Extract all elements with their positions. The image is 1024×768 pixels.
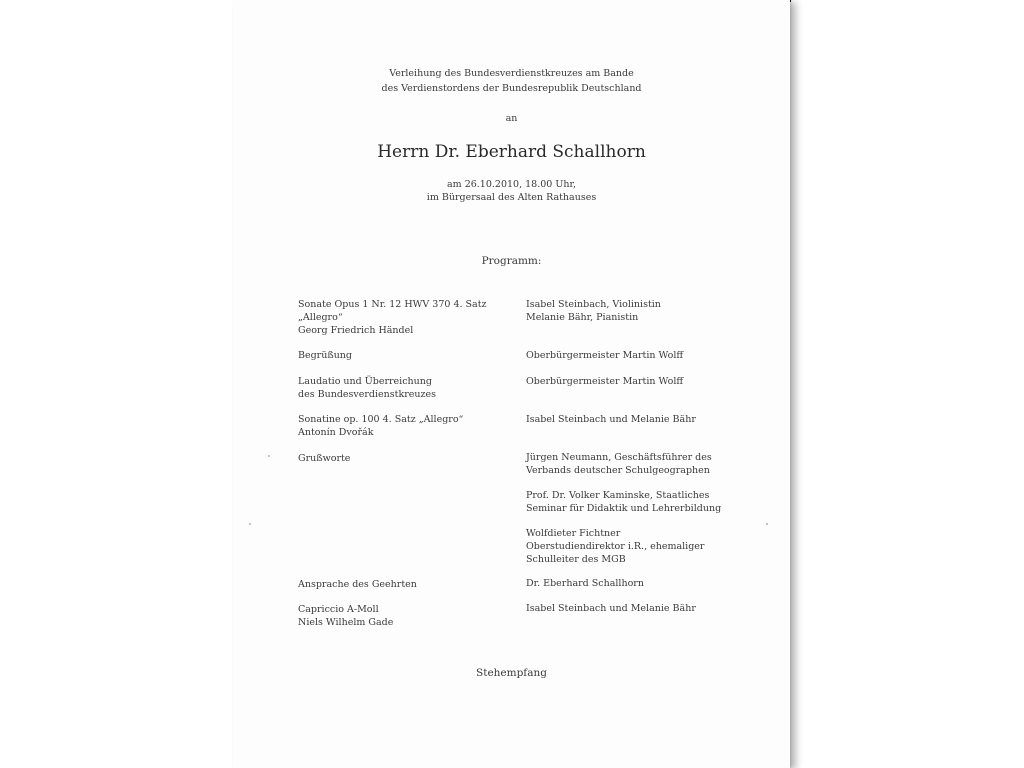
- program-item-composer: Niels Wilhelm Gade: [298, 617, 394, 628]
- program-item-composer: Antonín Dvořák: [298, 427, 374, 438]
- program-title: Programm:: [481, 255, 542, 267]
- program-item-performer: Isabel Steinbach und Melanie Bähr: [526, 603, 696, 614]
- event-date: am 26.10.2010, 18.00 Uhr,: [447, 179, 576, 190]
- program-item-work: Sonate Opus 1 Nr. 12 HWV 370 4. Satz: [298, 299, 487, 310]
- invitation-document: [233, 0, 790, 768]
- program-item-performer: Seminar für Didaktik und Lehrerbildung: [526, 503, 722, 514]
- program-item-performer: Dr. Eberhard Schallhorn: [526, 578, 644, 589]
- program-item-performer: Oberbürgermeister Martin Wolff: [526, 376, 684, 387]
- program-item-work: des Bundesverdienstkreuzes: [298, 389, 437, 400]
- program-item-work: Begrüßung: [298, 350, 353, 361]
- scan-speck: [249, 523, 251, 525]
- event-venue: im Bürgersaal des Alten Rathauses: [426, 192, 597, 203]
- program-item-work: Sonatine op. 100 4. Satz „Allegro“: [298, 414, 464, 425]
- program-item-performer: Melanie Bähr, Pianistin: [526, 312, 639, 323]
- program-item-work: Grußworte: [298, 453, 351, 464]
- header-line-1: Verleihung des Bundesverdienstkreuzes am Bande: [389, 68, 634, 79]
- program-item-work: „Allegro“: [298, 312, 343, 323]
- closing-reception: Stehempfang: [476, 667, 547, 679]
- program-item-performer: Oberstudiendirektor i.R., ehemaliger: [526, 541, 705, 552]
- recipient-name: Herrn Dr. Eberhard Schallhorn: [377, 142, 646, 162]
- program-item-performer: Verbands deutscher Schulgeographen: [526, 465, 710, 476]
- header-an: an: [505, 113, 518, 124]
- program-item-performer: Isabel Steinbach und Melanie Bähr: [526, 414, 696, 425]
- program-item-performer: Wolfdieter Fichtner: [526, 528, 621, 539]
- scan-speck: [268, 455, 270, 457]
- program-item-performer: Isabel Steinbach, Violinistin: [526, 299, 661, 310]
- program-item-performer: Schulleiter des MGB: [526, 554, 626, 565]
- program-item-performer: Oberbürgermeister Martin Wolff: [526, 350, 684, 361]
- program-item-work: Laudatio und Überreichung: [298, 376, 432, 387]
- program-item-composer: Georg Friedrich Händel: [298, 325, 414, 336]
- program-item-work: Ansprache des Geehrten: [298, 579, 417, 590]
- scan-speck: [766, 523, 768, 525]
- program-item-performer: Prof. Dr. Volker Kaminske, Staatliches: [526, 490, 710, 501]
- program-item-work: Capriccio A-Moll: [298, 604, 379, 615]
- program-item-performer: Jürgen Neumann, Geschäftsführer des: [526, 452, 712, 463]
- header-line-2: des Verdienstordens der Bundesrepublik Deutschland: [381, 83, 642, 94]
